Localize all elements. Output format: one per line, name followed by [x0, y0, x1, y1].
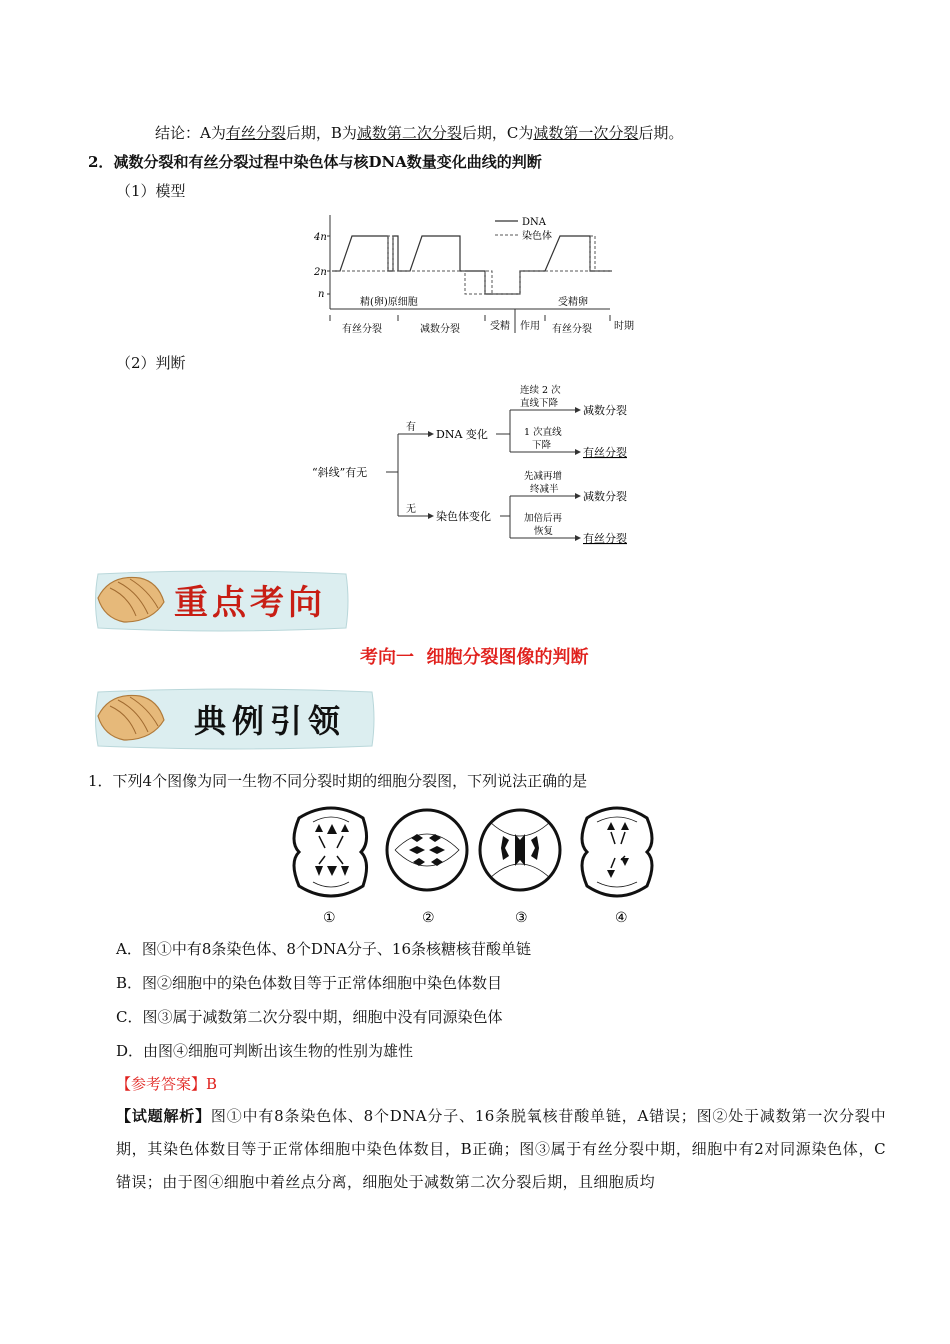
section2-title: 减数分裂和有丝分裂过程中染色体与核DNA数量变化曲线的判断	[113, 153, 542, 171]
banner-key	[88, 568, 353, 634]
question-stem-text: 下列4个图像为同一生物不同分裂时期的细胞分裂图，下列说法正确的是	[112, 772, 588, 790]
y-label-4n: 4n	[314, 232, 327, 243]
option-b: B．图②细胞中的染色体数目等于正常体细胞中染色体数目	[116, 974, 503, 992]
y-label-n: n	[318, 289, 325, 300]
conclusion-b-term: 减数第二次分裂	[356, 124, 462, 142]
judge-tree	[300, 378, 645, 553]
cond-chr-1b: 终减半	[530, 484, 559, 495]
cell-figure-2	[387, 810, 467, 890]
label-germ-cell: 精(卵)原细胞	[360, 297, 418, 308]
branch-yes: 有	[406, 422, 416, 433]
cell-figure-4	[582, 808, 652, 896]
conclusion-a-suffix: 后期，B为	[285, 124, 357, 142]
cell-figure-1	[294, 808, 367, 896]
chromosome-curve	[332, 236, 612, 294]
answer-label: 【参考答案】	[116, 1075, 207, 1093]
result-mitosis-2: 有丝分裂	[583, 532, 627, 545]
result-meiosis-2: 减数分裂	[583, 490, 627, 503]
conclusion-b-suffix: 后期，C为	[461, 124, 534, 142]
option-d: D．由图④细胞可判断出该生物的性别为雄性	[116, 1042, 414, 1060]
cond-dna-1b: 直线下降	[520, 398, 559, 409]
option-a: A．图①中有8条染色体、8个DNA分子、16条核糖核苷酸单链	[116, 940, 531, 958]
phase-mitosis-1: 有丝分裂	[342, 324, 382, 335]
label-zygote: 受精卵	[558, 297, 588, 308]
answer-line	[116, 1073, 217, 1095]
cond-chr-1a: 先减再增	[524, 471, 563, 482]
banner-example	[88, 686, 378, 752]
cond-dna-1a: 连续 2 次	[520, 385, 561, 396]
analysis-text: 图①中有8条染色体、8个DNA分子、16条脱氧核苷酸单链，A错误；图②处于减数第一次分裂中期，其染色体数目等于正常体细胞中染色体数目，B正确；图③属于有丝分裂中期，细胞中有2对同源染色体，C错误；由于图④细胞中着丝点分离，细胞处于减数第二次分裂后期，且细胞质均	[116, 1107, 886, 1191]
result-mitosis-1: 有丝分裂	[583, 446, 627, 459]
branch-no: 无	[406, 504, 416, 515]
section2-heading	[88, 151, 542, 173]
cond-dna-2a: 1 次直线	[524, 427, 562, 438]
dna-curve	[332, 236, 612, 294]
legend-chromosome: 染色体	[522, 231, 552, 242]
banner-key-text: 重点考向	[174, 583, 326, 623]
judge-label: （2）判断	[116, 354, 186, 372]
analysis-paragraph	[116, 1100, 886, 1199]
question-number: 1．	[88, 772, 113, 790]
question-stem	[88, 770, 587, 792]
phase-action: 作用	[520, 321, 540, 332]
phase-meiosis: 减数分裂	[420, 324, 460, 335]
phase-fertilization: 受精	[490, 321, 510, 332]
tree-root: “斜线”有无	[312, 466, 368, 479]
node-dna: DNA 变化	[436, 428, 488, 441]
figure-label-3: ③	[515, 910, 528, 926]
x-axis-label: 时期	[614, 321, 634, 332]
conclusion-prefix: 结论：A为	[155, 124, 226, 142]
result-meiosis-1: 减数分裂	[583, 404, 627, 417]
conclusion-c-suffix: 后期。	[638, 124, 684, 142]
legend-dna: DNA	[522, 217, 546, 228]
cell-figures	[285, 800, 665, 928]
cell-figure-3	[480, 810, 560, 890]
figure-label-4: ④	[615, 910, 628, 926]
node-chromosome: 染色体变化	[436, 510, 491, 523]
conclusion-a-term: 有丝分裂	[225, 124, 286, 142]
cond-dna-2b: 下降	[532, 440, 552, 451]
conclusion-line	[155, 122, 683, 144]
y-label-2n: 2n	[314, 267, 327, 278]
figure-label-1: ①	[323, 910, 336, 926]
cond-chr-2a: 加倍后再	[524, 513, 563, 524]
model-chart	[300, 205, 645, 340]
answer-value: B	[206, 1075, 218, 1093]
conclusion-c-term: 减数第一次分裂	[533, 124, 639, 142]
phase-mitosis-2: 有丝分裂	[552, 324, 592, 335]
cond-chr-2b: 恢复	[534, 526, 554, 537]
figure-label-2: ②	[422, 910, 435, 926]
analysis-label: 【试题解析】	[116, 1107, 211, 1125]
model-label: （1）模型	[116, 182, 186, 200]
section2-number: 2．	[88, 153, 114, 171]
direction-title: 考向一 细胞分裂图像的判断	[360, 647, 589, 668]
option-c: C．图③属于减数第二次分裂中期，细胞中没有同源染色体	[116, 1008, 503, 1026]
banner-example-text: 典例引领	[194, 702, 347, 740]
